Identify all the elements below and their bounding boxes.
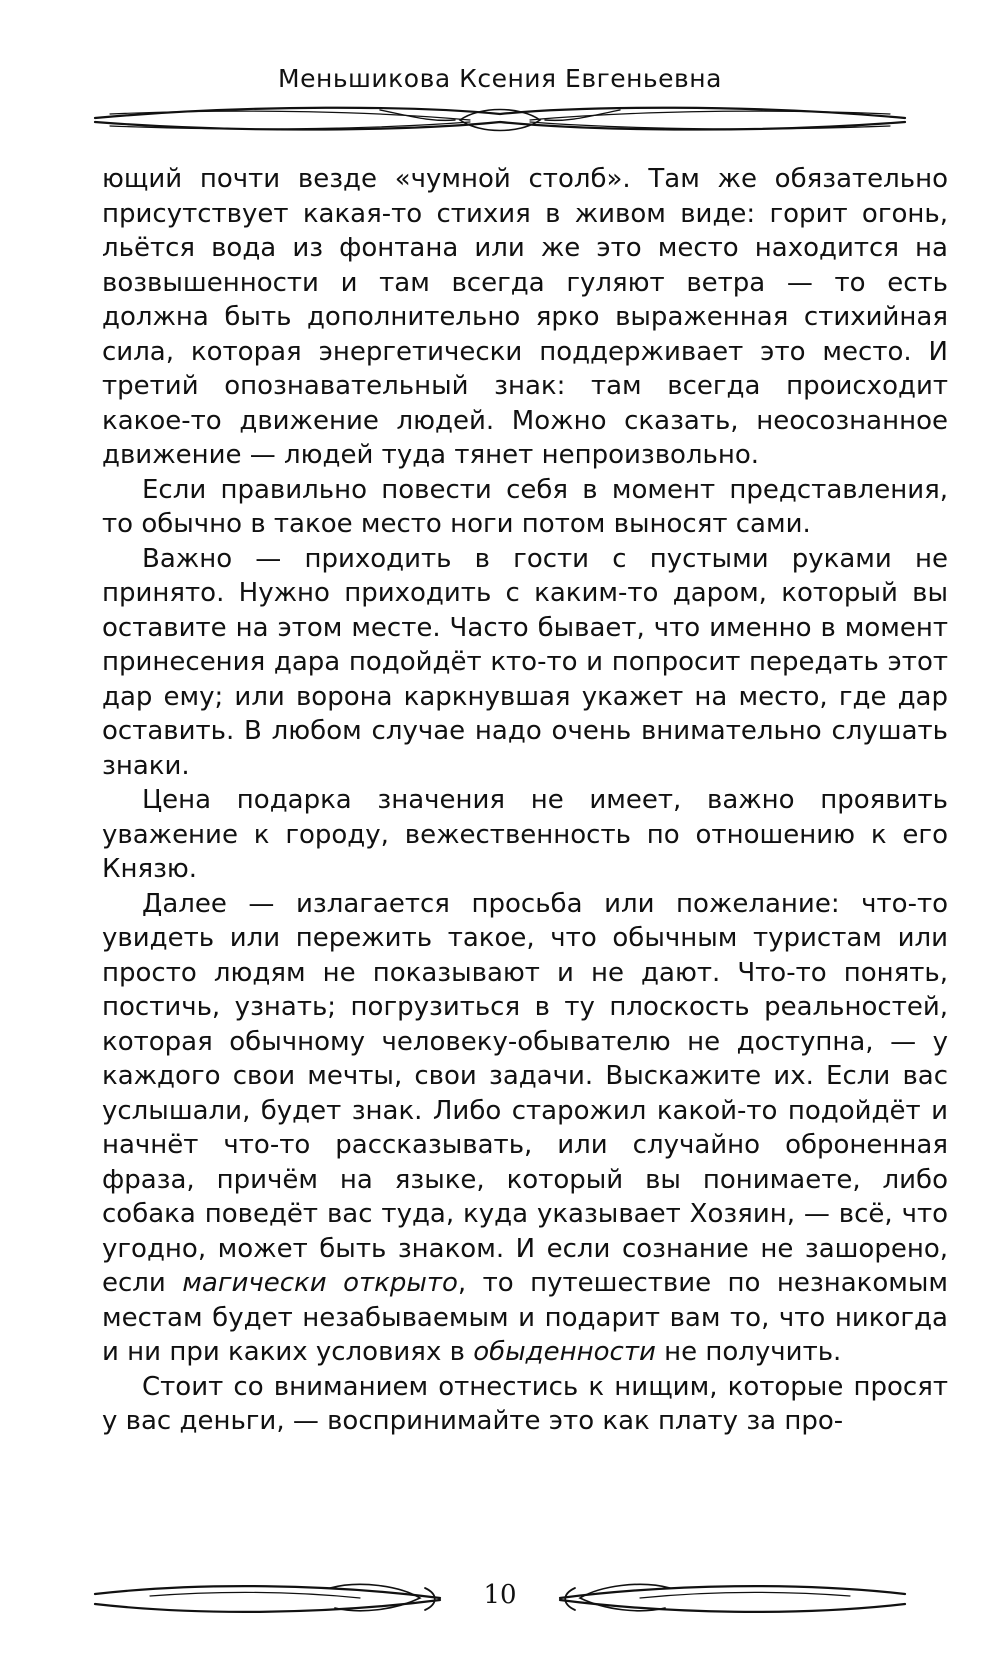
paragraph: ющий почти везде «чумной столб». Там же обязательно присутствует какая-то стихия в живом виде: горит огонь, льётся вода из фонтана или же это место находится на возвышенности и там всегда гуляют ветра — то есть должна быть дополнительно ярко выраженная стихийная сила, которая энергетически поддерживает это место. И третий опознавательный знак: там всегда происходит какое-то движение людей. Можно сказать, неосознанное движение — людей туда тянет непроизвольно. [102, 164, 948, 470]
paragraph: Стоит со вниманием отнестись к нищим, которые просят у вас деньги, — воспринимайте это как плату за про- [102, 1371, 948, 1436]
paragraph: Если правильно повести себя в момент представления, то обычно в такое место ноги потом выносят сами. [102, 474, 948, 539]
italic-phrase: обыденности [473, 1337, 656, 1367]
paragraph: Цена подарка значения не имеет, важно проявить уважение к городу, вежественность по отношению к его Князю. [102, 785, 948, 884]
paragraph-text: не получить. [655, 1337, 842, 1367]
running-header: Меньшикова Ксения Евгеньевна [278, 64, 722, 93]
italic-phrase: магически открыто [182, 1268, 458, 1298]
paragraph [102, 887, 948, 1370]
paragraph: Важно — приходить в гости с пустыми руками не принято. Нужно приходить с каким-то даром, который вы оставите на этом месте. Часто бывает, что именно в момент принесения дара подойдёт кто-то и попросит передать этот дар ему; или ворона каркнувшая укажет на место, где дар оставить. В любом случае надо очень внимательно слушать знаки. [102, 543, 948, 781]
paragraph-text: Далее — излагается просьба или пожелание: что-то увидеть или пережить такое, что обычным туристам или просто людям не показывают и не дают. Что-то понять, постичь, узнать; погрузиться в ту плоскость реальностей, которая обычному человеку-обывателю не доступна, — у каждого свои мечты, свои задачи. Выскажите их. Если вас услышали, будет знак. Либо старожил какой-то подойдёт и начнёт что-то рассказывать, или случайно оброненная фраза, причём на языке, который вы понимаете, либо собака поведёт вас туда, куда указывает Хозяин, — всё, что угодно, может быть знаком. И если сознание не зашорено, если [102, 888, 948, 1298]
paragraph-text: , то путешествие по незнакомым местам будет незабываемым и подарит вам то, что никогда и ни при каких условиях в [102, 1268, 949, 1367]
main-text [102, 162, 948, 1439]
page-number: 10 [483, 1580, 517, 1610]
header-ornament [0, 100, 1000, 140]
